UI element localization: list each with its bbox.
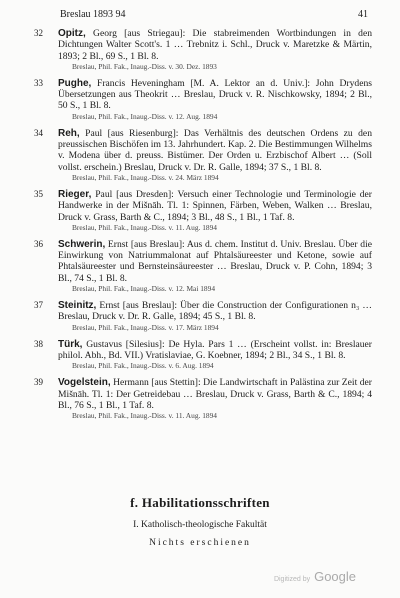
list-item	[34, 239, 372, 294]
list-item	[34, 189, 372, 233]
entry-number: 36	[34, 238, 43, 249]
entry-author: Vogelstein,	[58, 377, 111, 389]
google-watermark	[274, 569, 356, 584]
entry-number: 38	[34, 338, 43, 349]
entry-author: Opitz,	[58, 28, 86, 39]
entry-note: Breslau, Phil. Fak., Inaug.-Diss. v. 6. Aug. 1894	[72, 361, 214, 371]
section-title: f. Habilitationsschriften	[130, 495, 270, 510]
entry-author: Schwerin,	[58, 238, 106, 250]
header-page-number: 41	[358, 9, 368, 20]
page-header	[60, 9, 368, 21]
header-running-title: Breslau 1893 94	[60, 9, 126, 20]
watermark-prefix: Digitized by	[273, 576, 311, 583]
entry-note: Breslau, Phil. Fak., Inaug.-Diss. v. 17. März 1894	[72, 322, 219, 332]
subsection-title: I. Katholisch-theologische Fakultät	[133, 520, 267, 530]
entry-text: Paul [aus Dresden]: Versuch einer Technologie und Terminologie der Handwerke in der Mišnāh. Tl. 1: Spinnen, Färben, Weben, Walken … Breslau, Druck v. Grass, Barth & C., 1894; 3 Bl., 48 S., 1 Bl., 1 Taf. 8.	[58, 188, 372, 223]
list-item	[34, 300, 372, 333]
entry-number: 35	[34, 188, 43, 199]
entry-text: Ernst [aus Breslau]: Über die Construction der Configurationen n₃ … Breslau, Druck v. Dr. R. Galle, 1894; 45 S., 1 Bl. 8.	[58, 300, 372, 323]
entry-note: Breslau, Phil. Fak., Inaug.-Diss. v. 12. Aug. 1894	[72, 111, 218, 121]
list-item	[34, 339, 372, 372]
entry-note: Breslau, Phil. Fak., Inaug.-Diss. v. 12. Mai 1894	[72, 284, 216, 294]
entry-text: Hermann [aus Stettin]: Die Landwirtschaft in Palästina zur Zeit der Mišnāh. Tl. 1: Der Getreidebau … Breslau, Druck v. Grass, Barth & C., 1894; 4 Bl., 76 S., 1 Bl., 1 Taf. 8.	[58, 377, 372, 411]
entry-author: Türk,	[58, 338, 83, 350]
nothing-published-note: Nichts erschienen	[149, 538, 251, 548]
entry-number: 33	[34, 77, 43, 88]
entry-author: Pughe,	[58, 77, 92, 89]
entry-text: Gustavus [Silesius]: De Hyla. Pars 1 … (Erscheint vollst. in: Breslauer philol. Abh., Bd. VII.) Vratislaviae, G. Koebner, 1894; 2 Bl., 34 S., 1 Bl. 8.	[58, 338, 372, 361]
entry-text: Francis Heveningham [M. A. Lektor an d. Univ.]: John Drydens Übersetzungen aus Theokrit … Breslau, Druck v. R. Nischkowsky, 1894; 2 Bl., 50 S., 1 Bl. 8.	[58, 77, 372, 112]
list-item	[34, 128, 372, 183]
entry-author: Steinitz,	[58, 300, 97, 312]
entry-number: 37	[34, 300, 43, 311]
entry-note: Breslau, Phil. Fak., Inaug.-Diss. v. 11. Aug. 1894	[72, 411, 217, 421]
entry-number: 32	[34, 28, 43, 38]
entry-text: Georg [aus Striegau]: Die stabreimenden Wortbindungen in den Dichtungen Walter Scott's. 1 … Trebnitz i. Schl., Druck v. Maretzke & Märtin, 1893; 2 Bl., 69 S., 1 Bl. 8.	[58, 28, 372, 62]
entry-number: 39	[34, 377, 43, 388]
watermark-brand: Google	[314, 569, 356, 584]
entries-list	[34, 28, 372, 427]
entry-note: Breslau, Phil. Fak., Inaug.-Diss. v. 24. März 1894	[72, 172, 219, 182]
entry-author: Rieger,	[58, 188, 92, 200]
entry-text: Ernst [aus Breslau]: Aus d. chem. Institut d. Univ. Breslau. Über die Einwirkung von Natriummalonat auf Phtalsäureester und Ketone, sowie auf Phtalsäureester und Bernsteinsäureester … Breslau, Druck v. P. Cohn, 1894; 3 Bl., 74 S., 1 Bl. 8.	[58, 238, 372, 284]
entry-author: Reh,	[58, 127, 80, 139]
entry-text: Paul [aus Riesenburg]: Das Verhältnis des deutschen Ordens zu den preussischen Bischöfen im 13. Jahrhundert. Kap. 2. Die Bestimmungen Wilhelms v. Modena über d. preuss. Bistümer. Der Orden u. Erzbischof Albert … (Soll vollst. erschein.) Breslau, Druck v. Dr. R. Galle, 1894; 37 S., 1 Bl. 8.	[58, 127, 372, 173]
entry-note: Breslau, Phil. Fak., Inaug.-Diss. v. 30. Dez. 1893	[72, 61, 217, 71]
list-item	[34, 28, 372, 72]
list-item	[34, 377, 372, 421]
entry-number: 34	[34, 127, 43, 138]
entry-note: Breslau, Phil. Fak., Inaug.-Diss. v. 11. Aug. 1894	[72, 222, 217, 232]
list-item	[34, 78, 372, 122]
